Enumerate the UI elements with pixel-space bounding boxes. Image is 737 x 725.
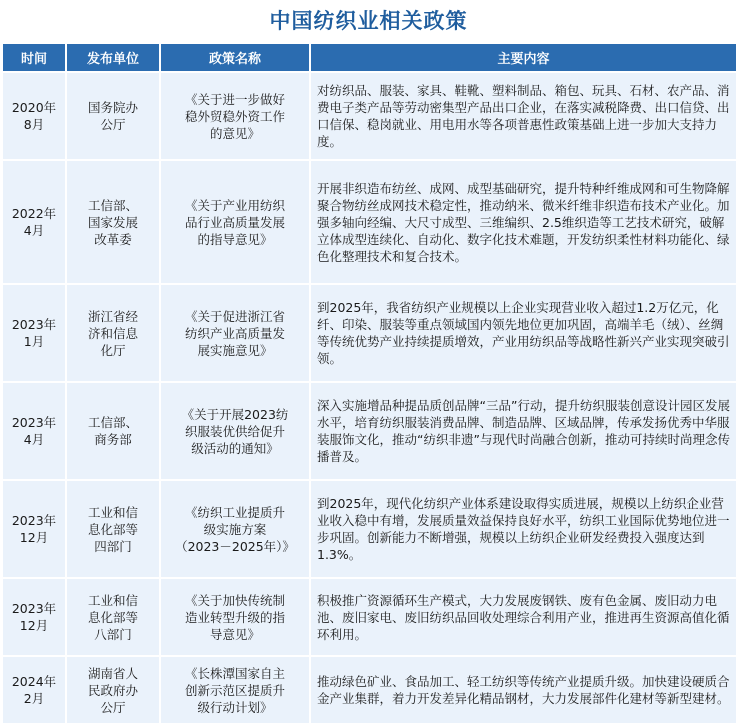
cell-issuer: 工信部、 国家发展 改革委 [67,161,159,283]
cell-content: 积极推广资源循环生产模式，大力发展废钢铁、废有色金属、废旧动力电池、废旧家电、废旧纺织品回收处理综合利用产业，推进再生资源高值化循环利用。 [311,579,736,655]
page-title: 中国纺织业相关政策 [269,9,468,33]
cell-policy: 《关于开展2023纺 织服装优供给促升 级活动的通知》 [161,383,309,479]
cell-time: 2023年 12月 [3,579,65,655]
cell-issuer: 工业和信 息化部等 四部门 [67,481,159,577]
table-row [3,657,736,723]
cell-issuer: 工业和信 息化部等 八部门 [67,579,159,655]
cell-policy: 《纺织工业提质升 级实施方案 （2023－2025年）》 [161,481,309,577]
cell-time: 2023年 12月 [3,481,65,577]
cell-policy: 《关于加快传统制 造业转型升级的指 导意见》 [161,579,309,655]
cell-issuer: 浙江省经 济和信息 化厅 [67,285,159,381]
table-row [3,73,736,159]
table-row [3,383,736,479]
cell-content: 深入实施增品种提品质创品牌“三品”行动，提升纺织服装创意设计园区发展水平，培育纺织服装消费品牌、制造品牌、区域品牌，传承发扬优秀中华服装服饰文化，推动“纺织非遗”与现代时尚融合创新，推动可持续时尚理念传播普及。 [311,383,736,479]
cell-content: 对纺织品、服装、家具、鞋靴、塑料制品、箱包、玩具、石材、农产品、消费电子类产品等劳动密集型产品出口企业，在落实减税降费、出口信贷、出口信保、稳岗就业、用电用水等各项普惠性政策基础上进一步加大支持力度。 [311,73,736,159]
header-issuer: 发布单位 [67,44,159,71]
cell-policy: 《关于进一步做好 稳外贸稳外资工作 的意见》 [161,73,309,159]
table-row [3,579,736,655]
cell-issuer: 工信部、 商务部 [67,383,159,479]
cell-policy: 《关于产业用纺织 品行业高质量发展 的指导意见》 [161,161,309,283]
cell-time: 2023年 1月 [3,285,65,381]
policy-table [1,42,737,725]
table-row [3,161,736,283]
table-row [3,481,736,577]
cell-time: 2024年 2月 [3,657,65,723]
cell-content: 推动绿色矿业、食品加工、轻工纺织等传统产业提质升级。加快建设硬质合金产业集群，着力开发差异化精品钢材，大力发展部件化建材等新型建材。 [311,657,736,723]
cell-content: 到2025年，我省纺织产业规模以上企业实现营业收入超过1.2万亿元，化纤、印染、服装等重点领域国内领先地位更加巩固，高端羊毛（绒）、丝绸等传统优势产业持续提质增效，产业用纺织品等战略性新兴产业实现突破引领。 [311,285,736,381]
table-row [3,285,736,381]
cell-time: 2020年 8月 [3,73,65,159]
cell-content: 开展非织造布纺丝、成网、成型基础研究，提升特种纤维成网和可生物降解聚合物纺丝成网技术稳定性，推动纳米、微米纤维非织造布技术产业化。加强多轴向经编、大尺寸成型、三维编织、2.5维织造等工艺技术研究，破解立体成型连续化、自动化、数字化技术难题，开发纺织柔性材料功能化、绿色化整理技术和复合技术。 [311,161,736,283]
header-time: 时间 [3,44,65,71]
cell-issuer: 湖南省人 民政府办 公厅 [67,657,159,723]
cell-policy: 《长株潭国家自主 创新示范区提质升 级行动计划》 [161,657,309,723]
header-main-content: 主要内容 [311,44,736,71]
cell-issuer: 国务院办 公厅 [67,73,159,159]
cell-content: 到2025年，现代化纺织产业体系建设取得实质进展，规模以上纺织企业营业收入稳中有增，发展质量效益保持良好水平，纺织工业国际优势地位进一步巩固。创新能力不断增强，规模以上纺织企业研发经费投入强度达到 1.3%。 [311,481,736,577]
cell-time: 2022年 4月 [3,161,65,283]
cell-time: 2023年 4月 [3,383,65,479]
cell-policy: 《关于促进浙江省 纺织产业高质量发 展实施意见》 [161,285,309,381]
table-header-row [3,44,736,71]
header-policy-name: 政策名称 [161,44,309,71]
